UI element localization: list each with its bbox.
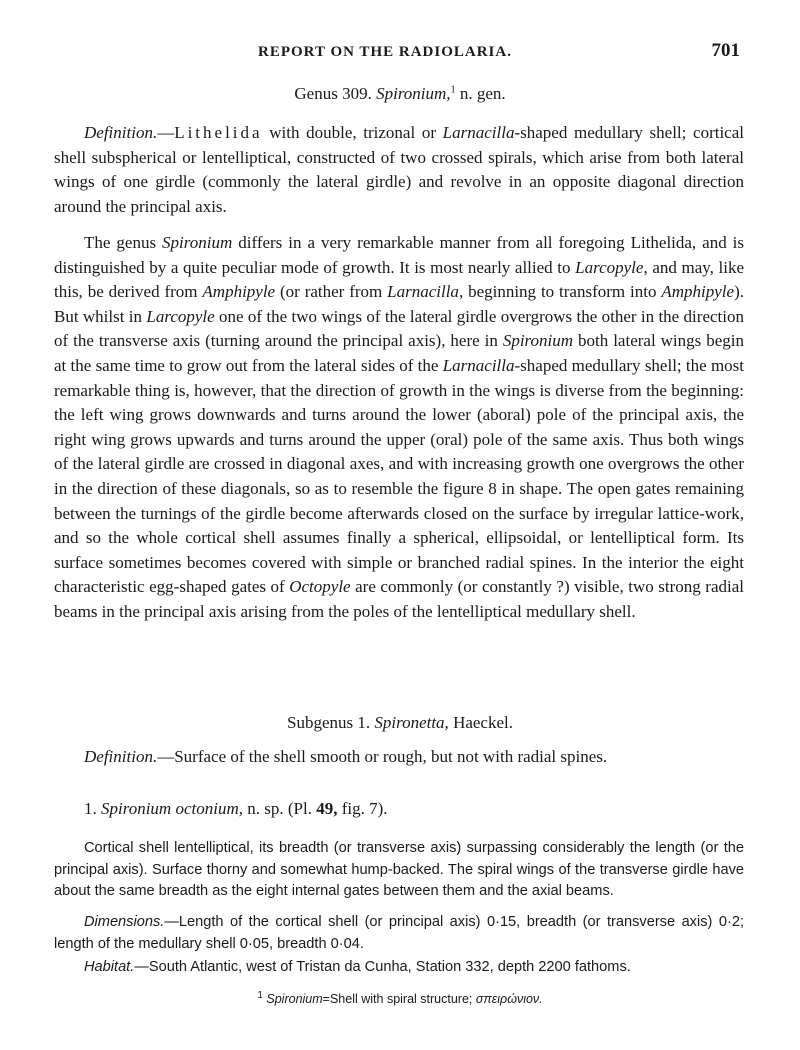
discussion-taxon: Larnacilla — [387, 282, 459, 302]
footnote-text: =Shell with spiral structure; — [322, 992, 473, 1007]
species-habitat — [54, 957, 744, 979]
running-head: REPORT ON THE RADIOLARIA. — [258, 44, 512, 60]
species-heading — [84, 799, 388, 819]
definition-italic-term: Larnacilla — [442, 123, 515, 142]
definition-text: -shaped medullary shell; cortical shell subspherical or lentelliptical, constructed of two crossed spirals, which arise from both lateral wings of one girdle (commonly the lateral girdle) and revolve in an opposite diagonal direction around the principal axis. — [54, 123, 744, 216]
footnote-reference: 1 — [450, 84, 456, 96]
definition-lead-word: Lithelida — [174, 123, 263, 142]
habitat-text: —South Atlantic, west of Tristan da Cunha, Station 332, depth 2200 fathoms. — [134, 959, 631, 975]
discussion-text: both lateral wings begin at the same time to grow out from the lateral sides of the — [54, 331, 744, 375]
subgenus-label: Subgenus 1. — [286, 713, 371, 732]
species-suffix: n. sp. (Pl. — [247, 799, 312, 818]
figure-reference: fig. 7). — [341, 799, 388, 818]
definition-dash: — — [157, 123, 175, 142]
species-description: Cortical shell lentelliptical, its breadth (or transverse axis) surpassing considerably the length (or the principal axis). Surface thorny and somewhat hump-backed. The spiral wings of the transverse girdle have about the same breadth as the eight internal gates between them and the axial beams. — [54, 840, 744, 900]
definition-dash: — — [157, 747, 175, 766]
discussion-text: , beginning to transform into — [458, 282, 662, 302]
discussion-text: , and may, like this, be derived from — [54, 257, 744, 302]
discussion-text: one of the two wings of the lateral girdle overgrows the other in the direction of the transverse axis (turning around the principal axis), here in — [54, 306, 744, 351]
definition-label: Definition. — [84, 747, 158, 766]
dimensions-label: Dimensions. — [84, 914, 165, 930]
definition-label: Definition. — [84, 123, 158, 142]
genus-suffix: n. gen. — [459, 84, 506, 103]
discussion-taxon: Spironium — [162, 233, 233, 252]
discussion-text: are commonly (or constantly ?) visible, two strong radial beams in the principal axis arising from the poles of the lentelliptical medullary shell. — [54, 577, 745, 621]
genus-name: Spironium, — [376, 84, 451, 103]
species-number: 1. — [84, 799, 97, 818]
species-name: Spironium octonium, — [101, 799, 243, 818]
footnote — [0, 990, 800, 1006]
discussion-taxon: Spironium — [502, 331, 574, 351]
genus-discussion — [54, 231, 744, 625]
genus-label: Genus 309. — [294, 84, 372, 103]
genus-heading — [0, 84, 800, 104]
genus-definition — [54, 121, 744, 219]
species-dimensions — [54, 912, 744, 955]
subgenus-heading — [0, 713, 800, 733]
discussion-taxon: Amphipyle — [661, 282, 735, 302]
discussion-text: The genus — [84, 233, 163, 252]
discussion-taxon: Larcopyle — [146, 306, 215, 326]
plate-reference: 49, — [316, 799, 338, 818]
habitat-label: Habitat. — [84, 959, 135, 975]
footnote-greek: σπειρώνιον. — [475, 992, 543, 1007]
definition-text: Surface of the shell smooth or rough, but not with radial spines. — [174, 747, 608, 766]
discussion-text: -shaped medullary shell; the most remarkable thing is, however, that the direction of growth in the wings is diverse from the beginning: the left wing grows downwards and turns around the lower (aboral) pole of the principal axis, the right wing grows upwards and turns around the upper (oral) pole of the same axis. Thus both wings of the lateral girdle are crossed in diagonal axes, and with increasing growth one overgrows the other in the direction of these diagonals, so as to resemble the figure 8 in shape. The open gates remaining between the turnings of the girdle become afterwards closed on the surface by irregular lattice-work, and so the whole cortical shell assumes finally a spherical, ellipsoidal, or lentelliptical form. Its surface sometimes becomes covered with simple or branched radial spines. In the interior the eight characteristic egg-shaped gates of — [54, 355, 745, 597]
discussion-text: (or rather from — [275, 282, 388, 302]
discussion-text: ). But whilst in — [54, 282, 744, 326]
subgenus-name: Spironetta, — [374, 713, 449, 732]
page-number: 701 — [711, 40, 740, 61]
dimensions-text: —Length of the cortical shell (or principal axis) 0·15, breadth (or transverse axis) 0·2; length of the medullary shell 0·05, breadth 0·04. — [54, 914, 744, 952]
discussion-taxon: Octopyle — [289, 577, 351, 597]
discussion-taxon: Larnacilla — [442, 355, 515, 375]
subgenus-author: Haeckel. — [453, 713, 513, 732]
footnote-term: Spironium — [266, 992, 323, 1007]
discussion-taxon: Larcopyle — [575, 257, 644, 277]
discussion-taxon: Amphipyle — [202, 282, 276, 302]
discussion-text: differs in a very remarkable manner from all foregoing Lithelida, and is distinguished by a quite peculiar mode of growth. It is most nearly allied to — [54, 233, 745, 277]
footnote-mark: 1 — [257, 990, 263, 1001]
subgenus-definition — [54, 745, 744, 770]
definition-text: with double, trizonal or — [262, 123, 443, 142]
